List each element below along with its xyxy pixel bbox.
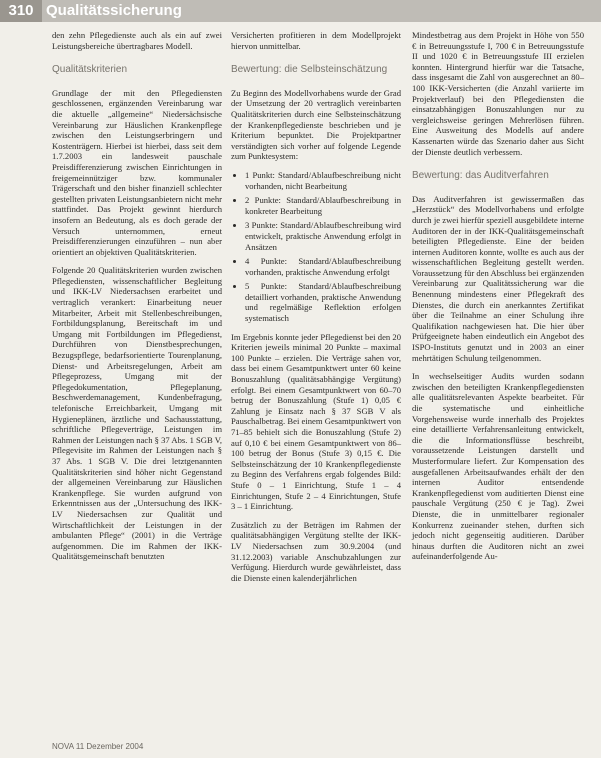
paragraph: Mindestbetrag aus dem Projekt in Höhe von 550 € in Betreuungsstufe I, 700 € in Betreuungsstufe II und 1020 € in Betreuungsstufe III erzielen konnten. Hintergrund hierfür war die Tatsache, dass insgesamt die Zahl von ausgerechnet an 80–100 IKK-Versicherten (die Anzahl variierte im Projektverlauf) bei den Pflegediensten die einsatzabhängigen Bonuszahlungen nur zu vergleichsweise geringen Mehrerlösen führen. Eine Ausweitung des Modells auf andere Kassenarten würde das Szenario daher aus Sicht der Dienste deutlich verbessern.	[412, 30, 584, 157]
paragraph: Folgende 20 Qualitätskriterien wurden zwischen Pflegediensten, wissenschaftlicher Begleitung und IKK-LV Niedersachsen erarbeitet und vertraglich verankert: Einarbeitung neuer Mitarbeiter, Arbeit mit Stellenbeschreibungen, Fortbildungsplanung, Bereitschaft im und Umgang mit Fortbildungen im Pflegedienst, Durchführen von Dienstbesprechungen, Bezugspflege, bedarfsorientierte Tourenplanung, Dienst- und Arbeitsregelungen, Arbeit am Pflegeprozess, Umgang mit der Pflegedokumentation, Pflegeplanung, Beschwerdemanagement, Kundenbefragung, telefonische Erreichbarkeit, Umgang mit Hygieneplänen, ärztliche und Sachausstattung, schriftliche Pflegeverträge, Leistungen im Rahmen der Leistungen nach § 37 Abs. 1 SGB V, Pflegevisite im Rahmen der Leistungen nach § 37 Abs. 1 SGB V. Die drei letztgenannten Qualitätskriterien sind höher nicht Gegenstand der allgemeinen Vereinbarung zur Häuslichen Krankenpflege. Sie wurden aufgrund von Erkenntnissen aus der „Untersuchung des IKK-LV Niedersachsen zur Qualität und Wirtschaftlichkeit der Leistungen in der ambulanten Pflege“ (2001) in die Verträge aufgenommen. Die im Rahmen der IKK-Qualitätsgemeinschaft benutzten	[52, 265, 222, 562]
list-item: • 5 Punkte: Standard/Ablaufbeschreibung detailliert vorhanden, praktische Anwendung und regelmäßige Reflektion erfolgen systematisch	[245, 281, 401, 323]
paragraph: In wechselseitiger Audits wurden sodann zwischen den beteiligten Krankenpflegediensten alle qualitätsrelevanten Aspekte bearbeitet. Für die systematische und einheitliche Vorgehensweise wurde innerhalb des Projektes eine detaillierte Verfahrensanleitung entwickelt, die die Informationsflüsse beschreibt, voraussetzende Leistungen darstellt und Musterformulare liefert. Zur Kompensation des ausgefallenen Arbeitsaufwandes erhält der den internen Auditor entsendende Krankenpflegedienst vom auditierten Dienst eine pauschale Vergütung (250 € je Tag). Zwei Dienste, die in unmittelbarer regionaler Konkurrenz zueinander stehen, durften sich jedoch nicht gegenseitig auditieren. Darüber hinaus durften die Auditoren nicht an zwei aufeinanderfolgende Au-	[412, 371, 584, 562]
text-column-3	[412, 30, 584, 570]
list-item: • 1 Punkt: Standard/Ablaufbeschreibung nicht vorhanden, nicht Bearbeitung	[245, 170, 401, 191]
paragraph: den zehn Pflegedienste auch als ein auf zwei Leistungsbereiche übertragbares Modell.	[52, 30, 222, 51]
paragraph: Das Auditverfahren ist gewissermaßen das „Herzstück“ des Modellvorhabens und erfolgte durch je zwei hierfür speziell ausgebildete interne Auditoren der in der IKK-Qualitätsgemeinschaft beteiligten Pflegedienste. Eine der beiden internen Auditoren konnte, wollte es auch aus der wissenschaftlichen Begleitung gestellt werden. Voraussetzung für den Abschluss bei ergänzenden Vereinbarung zur Qualitätssicherung war die Benennung mindestens einer Pflegekraft des Dienstes, die durch ein anerkanntes Zertifikat über die Teilnahme an einer Schulung ihre Qualifikation nachgewiesen hat. Die hier über Prüfgeeignete haben eindeutlich ein Angebot des ISPO-Instituts genutzt und in 2003 an einer mehrtätigen Schulung teilgenommen.	[412, 193, 584, 363]
page-number: 310	[0, 0, 42, 22]
paragraph: Zusätzlich zu der Beträgen im Rahmen der qualitätsabhängigen Vergütung stellte der IKK-LV Niedersachsen zum 30.9.2004 (und 31.12.2003) variable Anschubzahlungen zur Verfügung. Hierdurch wurde gewährleistet, dass die Dienste einen kalenderjährlichen	[231, 519, 401, 583]
text-column-1	[52, 30, 222, 570]
page-footer: NOVA 11 Dezember 2004	[52, 742, 144, 751]
points-legend-list	[231, 170, 401, 324]
subheading: Bewertung: das Auditverfahren	[412, 170, 549, 182]
subheading: Bewertung: die Selbsteinschätzung	[231, 64, 388, 76]
text-column-2	[231, 30, 401, 591]
page-header	[0, 0, 601, 22]
list-item: • 2 Punkte: Standard/Ablaufbeschreibung in konkreter Bearbeitung	[245, 195, 401, 216]
list-item: • 4 Punkte: Standard/Ablaufbeschreibung vorhanden, praktische Anwendung erfolgt	[245, 256, 401, 277]
paragraph: Im Ergebnis konnte jeder Pflegedienst bei den 20 Kriterien jeweils minimal 20 Punkte – maximal 100 Punkte – erzielen. Die Verträge sahen vor, dass bei einem Gesamtpunktwert unter 60 keine Bonuszahlung (qualitätsabhängige Vergütung) erfolgt. Bei einem Gesamtpunktwert von 60–70 betrug der Bonuszahlung (Stufe 1) 0,05 € Zahlung je Einsatz nach § 37 SGB V als Pauschalbetrag. Bei einem Gesamtpunktwert von 71–85 behielt sich die Bonuszahlung (Stufe 2) auf 0,10 € bei einem Gesamtpunktwert von 86–100 betrug der Bonus (Stufe 3) 0,15 €. Die Selbsteinschätzung der 10 Krankenpflegedienste zu Beginn des Verfahrens ergab folgendes Bild: Stufe 0 – 1 Einrichtung, Stufe 1 – 4 Einrichtungen, Stufe 2 – 4 Einrichtungen, Stufe 3 – 1 Einrichtung.	[231, 331, 401, 512]
paragraph: Grundlage der mit den Pflegediensten geschlossenen, ergänzenden Vereinbarung war die aktuelle „allgemeine“ Niedersächsische Vereinbarung zur Häuslichen Krankenpflege zwischen den Leistungserbringern und Kostenträgern. Hierbei ist hierbei, dass seit dem 1.7.2003 ein landesweit pauschale Preisdifferenzierung zwischen Einrichtungen in freigemeinnütziger bzw. kommunaler Trägerschaft und den bisher finanziell schlechter gestellten privaten Leistungsanbietern nicht mehr stattfindet. Das Projekt gewinnt hierdurch insofern an Bedeutung, als es doch gerade der Versuch unternommen, erneut Preisdifferenzierungen einzuführen – nun aber orientiert an objektiven Qualitätskriterien.	[52, 87, 222, 257]
list-item: • 3 Punkte: Standard/Ablaufbeschreibung wird entwickelt, praktische Anwendung erfolgt in Ansätzen	[245, 220, 401, 252]
paragraph: Zu Beginn des Modellvorhabens wurde der Grad der Umsetzung der 20 vertraglich vereinbarten Qualitätskriterien durch eine Selbsteinschätzung der Krankenpflegedienste beschrieben und je Kriterium bepunktet. Die Projektpartner verständigten sich vorher auf folgende Legende zum Punktesystem:	[231, 87, 401, 162]
paragraph: Versicherten profitieren in dem Modellprojekt hiervon unmittelbar.	[231, 30, 401, 51]
subheading: Qualitätskriterien	[52, 64, 128, 76]
section-title: Qualitätssicherung	[46, 2, 182, 19]
